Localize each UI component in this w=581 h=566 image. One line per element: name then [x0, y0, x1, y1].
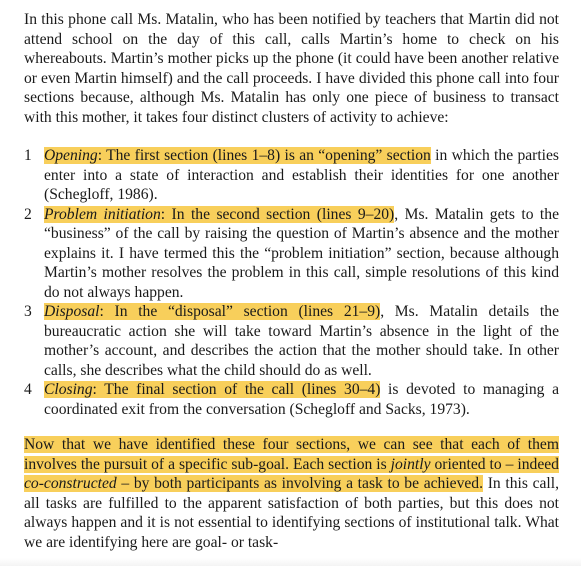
term-colon: : [160, 205, 166, 223]
item-text: , Ms. Matalin details the bureaucratic action she will take toward Martin’s absence in the light of the mother’s account, and describes the action that the mother should take. In other calls, she describes what the child should do as well. [44, 303, 559, 379]
item-text: in which the parties enter into a state of interaction and establish their identities for one another (Schegloff, 1986). [44, 147, 560, 203]
highlighted-text: In the second section (lines 9–20) [165, 205, 395, 223]
list-item [24, 380, 559, 419]
list-item [24, 205, 559, 303]
item-text: , Ms. Matalin gets to the “business” of the call by raising the question of Martin’s absence and the mother explains it. I have termed this the “problem initiation” section, because although Martin’s mother resolves the problem in this call, simple resolutions of this kind do not always happen. [44, 205, 559, 301]
term-colon: : [92, 381, 97, 398]
highlighted-term [44, 147, 431, 164]
term-colon: : [97, 147, 103, 164]
highlighted-term [44, 303, 380, 320]
section-term: Disposal [44, 303, 100, 320]
highlighted-term [44, 206, 394, 223]
section-term: Closing [44, 381, 93, 398]
highlighted-text: In the “disposal” section (lines 21–9) [103, 303, 381, 320]
highlighted-text: The final section of the call (lines 30–4) [96, 381, 381, 398]
item-number: 1 [24, 147, 32, 164]
item-number: 3 [24, 303, 32, 320]
highlighted-text: oriented to – indeed [430, 455, 559, 473]
highlighted-term [44, 381, 380, 398]
page-bottom-edge [0, 558, 581, 566]
highlighted-passage [24, 436, 559, 492]
highlighted-text: – by both participants as involving a task to be achieved. [116, 475, 484, 492]
emphasis-co-constructed: co-constructed [24, 475, 117, 492]
list-item [24, 146, 559, 205]
section-term: Problem initiation [44, 205, 161, 223]
closing-paragraph [24, 435, 559, 552]
term-colon: : [99, 303, 104, 320]
item-number: 2 [24, 205, 32, 223]
highlighted-text: Now that we have identified these four sections, we can see that each of them involves the pursuit of a specific sub-goal. Each section is [24, 436, 559, 473]
list-item [24, 302, 559, 380]
section-term: Opening [44, 147, 98, 164]
item-number: 4 [24, 381, 32, 398]
highlighted-text: The first section (lines 1–8) is an “opening” section [102, 147, 431, 164]
sections-list [24, 146, 559, 419]
item-text: is devoted to managing a coordinated exit from the conversation (Schegloff and Sacks, 1973). [44, 381, 559, 418]
intro-paragraph: In this phone call Ms. Matalin, who has been notified by teachers that Martin did not attend school on the day of this call, calls Martin’s home to check on his whereabouts. Martin’s mother picks up the phone (it could have been another relative or even Martin himself) and the call proceeds. I have divided this phone call into four sections because, although Ms. Matalin has only one piece of business to transact with this mother, it takes four distinct clusters of activity to achieve: [24, 11, 559, 126]
emphasis-jointly: jointly [390, 455, 431, 473]
paragraph-text: In this call, all tasks are fulfilled to the apparent satisfaction of both parties, but this does not always happen and it is not essential to identifying sections of institutional talk. What we are identifying here are goal- or task- [24, 475, 559, 551]
